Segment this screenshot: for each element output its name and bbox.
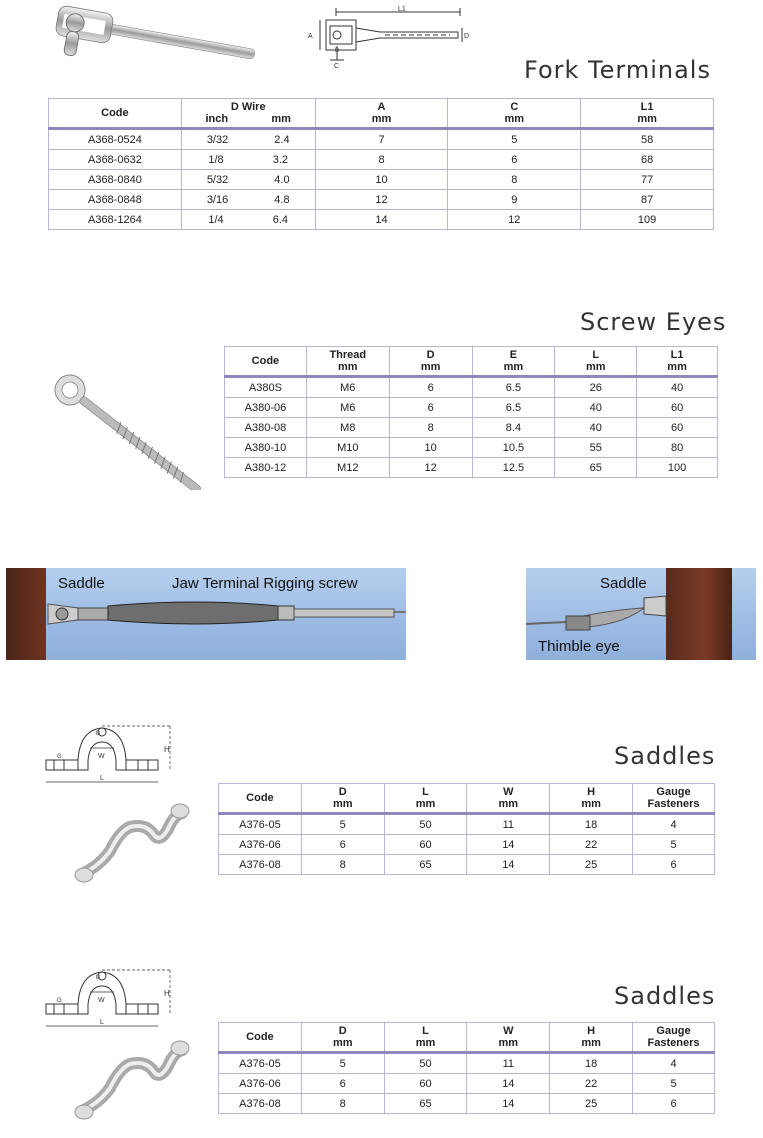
- table-row: A368-0840 5/32 4.0 10 8 77: [49, 170, 714, 190]
- table-row: A368-0632 1/8 3.2 8 6 68: [49, 150, 714, 170]
- col-code: Code: [49, 99, 182, 129]
- diagram-label-w: W: [98, 753, 105, 760]
- saddles-table: [218, 1022, 715, 1114]
- table-row: A380-08 M8 8 8.4 40 60: [225, 418, 718, 438]
- saddle-diagram: [40, 966, 180, 1038]
- screw-eyes-table: [224, 346, 718, 478]
- table-row: A368-0848 3/16 4.8 12 9 87: [49, 190, 714, 210]
- col-d: D mm: [301, 1023, 384, 1053]
- col-c: C mm: [448, 99, 581, 129]
- col-e: E mm: [472, 347, 555, 377]
- saddle-label: Saddle: [58, 575, 105, 592]
- diagram-label-l1: L1: [398, 6, 406, 13]
- diagram-label-l: L: [100, 1019, 104, 1026]
- col-h: H mm: [550, 784, 633, 814]
- fork-terminal-photo: [45, 2, 270, 77]
- col-h: H mm: [550, 1023, 633, 1053]
- col-d: D mm: [301, 784, 384, 814]
- col-l1: L1 mm: [637, 347, 718, 377]
- table-row: A376-08 8 65 14 25 6: [219, 855, 715, 875]
- table-row: A380S M6 6 6.5 26 40: [225, 377, 718, 398]
- col-l: L mm: [384, 784, 467, 814]
- col-w: W mm: [467, 1023, 550, 1053]
- diagram-label-d: D: [464, 33, 470, 40]
- diagram-label-c: C: [334, 63, 340, 70]
- diagram-label-b: B: [335, 48, 340, 54]
- saddle-photo: [70, 1032, 190, 1127]
- diagram-label-d: D: [96, 731, 101, 737]
- fork-terminals-table: [48, 98, 714, 230]
- diagram-label-h: H: [164, 989, 170, 998]
- saddle-photo: [70, 795, 190, 890]
- saddle-diagram: [40, 722, 180, 794]
- col-code: Code: [225, 347, 307, 377]
- col-a: A mm: [315, 99, 448, 129]
- rigging-screw-caption: Jaw Terminal Rigging screw: [172, 575, 358, 592]
- col-code: Code: [219, 1023, 302, 1053]
- saddles-title: Saddles: [614, 742, 716, 770]
- diagram-label-g: G: [57, 998, 62, 1004]
- table-row: A380-06 M6 6 6.5 40 60: [225, 398, 718, 418]
- thimble-eye-caption: Thimble eye: [538, 638, 620, 655]
- saddle-label: Saddle: [600, 575, 647, 592]
- col-l: L mm: [384, 1023, 467, 1053]
- col-gauge: Gauge Fasteners: [633, 784, 715, 814]
- rigging-screw-photo: [6, 568, 406, 660]
- diagram-label-l: L: [100, 775, 104, 782]
- table-row: A368-1264 1/4 6.4 14 12 109: [49, 210, 714, 230]
- diagram-label-h: H: [164, 745, 170, 754]
- col-l1: L1 mm: [581, 99, 714, 129]
- table-row: A376-06 6 60 14 22 5: [219, 835, 715, 855]
- table-row: A376-05 5 50 11 18 4: [219, 814, 715, 835]
- table-row: A376-05 5 50 11 18 4: [219, 1053, 715, 1074]
- fork-terminals-title: Fork Terminals: [524, 56, 711, 84]
- diagram-label-a: A: [308, 33, 313, 40]
- col-dwire: D Wire inch mm: [181, 99, 315, 129]
- diagram-label-d: D: [96, 975, 101, 981]
- diagram-label-w: W: [98, 997, 105, 1004]
- saddles-table: [218, 783, 715, 875]
- fork-terminal-diagram: [300, 4, 470, 70]
- diagram-label-g: G: [57, 754, 62, 760]
- table-row: A368-0524 3/32 2.4 7 5 58: [49, 129, 714, 150]
- col-l: L mm: [555, 347, 637, 377]
- table-row: A380-10 M10 10 10.5 55 80: [225, 438, 718, 458]
- table-row: A376-06 6 60 14 22 5: [219, 1074, 715, 1094]
- col-gauge: Gauge Fasteners: [633, 1023, 715, 1053]
- table-row: A380-12 M12 12 12.5 65 100: [225, 458, 718, 478]
- col-code: Code: [219, 784, 302, 814]
- col-w: W mm: [467, 784, 550, 814]
- thimble-eye-photo: [526, 568, 756, 660]
- col-thread: Thread mm: [306, 347, 389, 377]
- screw-eye-photo: [40, 370, 220, 490]
- screw-eyes-title: Screw Eyes: [580, 308, 727, 336]
- table-row: A376-08 8 65 14 25 6: [219, 1094, 715, 1114]
- col-d: D mm: [389, 347, 472, 377]
- saddles-title: Saddles: [614, 982, 716, 1010]
